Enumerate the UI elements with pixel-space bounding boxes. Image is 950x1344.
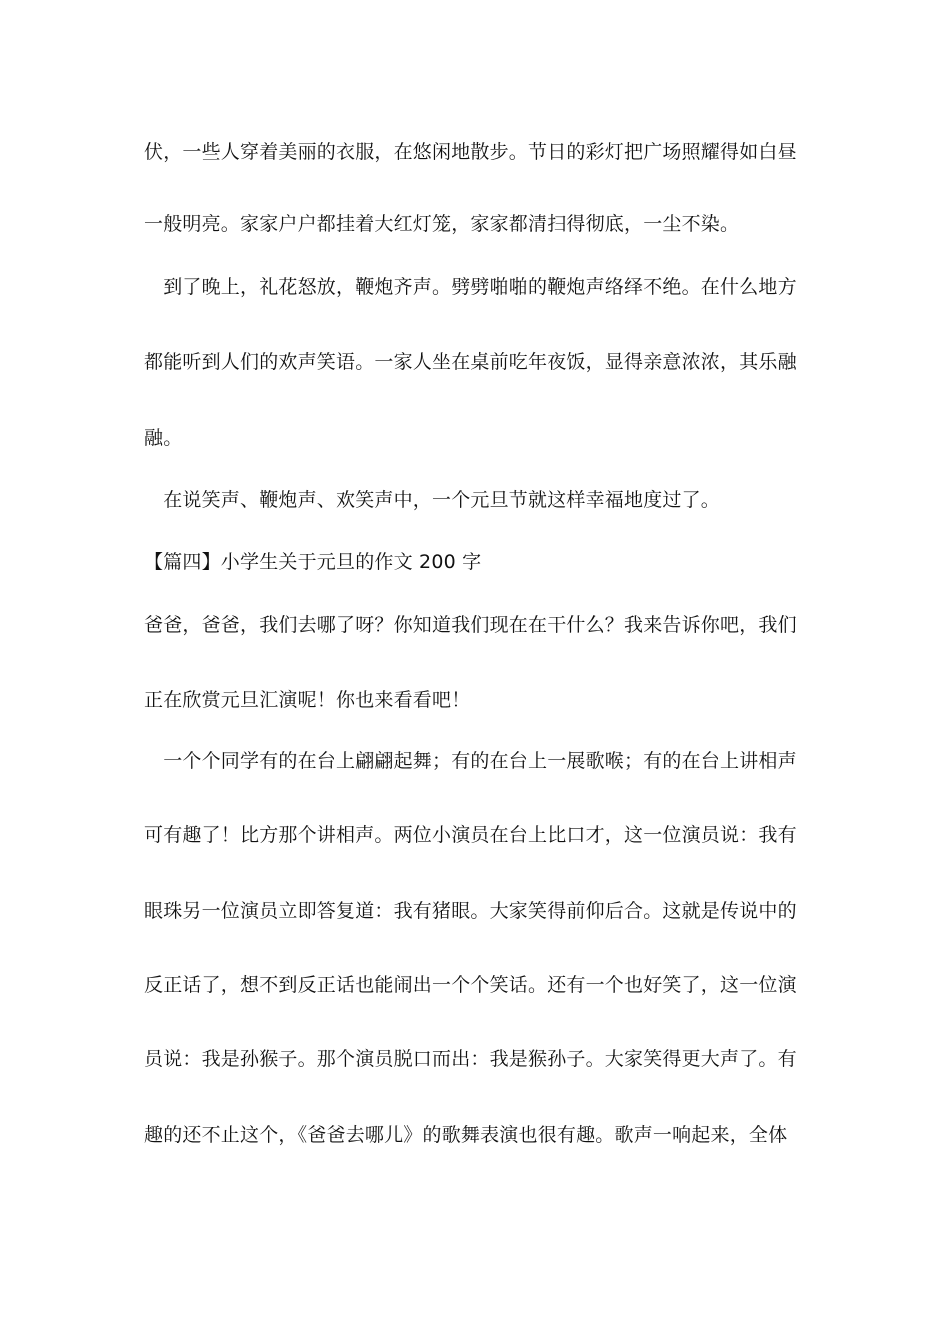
paragraph-line: 一个个同学有的在台上翩翩起舞；有的在台上一展歌喉；有的在台上讲相声 <box>144 750 797 772</box>
paragraph-line: 眼珠另一位演员立即答复道：我有猪眼。大家笑得前仰后合。这就是传说中的 <box>144 900 797 922</box>
paragraph-line: 一般明亮。家家户户都挂着大红灯笼，家家都清扫得彻底，一尘不染。 <box>144 213 740 235</box>
paragraph-line: 到了晚上，礼花怒放，鞭炮齐声。劈劈啪啪的鞭炮声络绎不绝。在什么地方 <box>144 276 797 298</box>
paragraph-line: 反正话了，想不到反正话也能闹出一个个笑话。还有一个也好笑了，这一位演 <box>144 974 797 996</box>
paragraph-line: 可有趣了！比方那个讲相声。两位小演员在台上比口才，这一位演员说：我有 <box>144 824 797 846</box>
section-heading: 【篇四】小学生关于元旦的作文 200 字 <box>144 551 482 573</box>
paragraph-line: 趣的还不止这个，《爸爸去哪儿》的歌舞表演也很有趣。歌声一响起来，全体 <box>144 1124 788 1146</box>
paragraph-line: 在说笑声、鞭炮声、欢笑声中，一个元旦节就这样幸福地度过了。 <box>144 489 721 511</box>
paragraph-line: 员说：我是孙猴子。那个演员脱口而出：我是猴孙子。大家笑得更大声了。有 <box>144 1048 797 1070</box>
paragraph-line: 爸爸，爸爸，我们去哪了呀？你知道我们现在在干什么？我来告诉你吧，我们 <box>144 614 797 636</box>
paragraph-line: 融。 <box>144 427 183 449</box>
paragraph-line: 伏，一些人穿着美丽的衣服，在悠闲地散步。节日的彩灯把广场照耀得如白昼 <box>144 141 797 163</box>
paragraph-line: 都能听到人们的欢声笑语。一家人坐在桌前吃年夜饭，显得亲意浓浓，其乐融 <box>144 351 797 373</box>
paragraph-line: 正在欣赏元旦汇演呢！你也来看看吧！ <box>144 689 471 711</box>
